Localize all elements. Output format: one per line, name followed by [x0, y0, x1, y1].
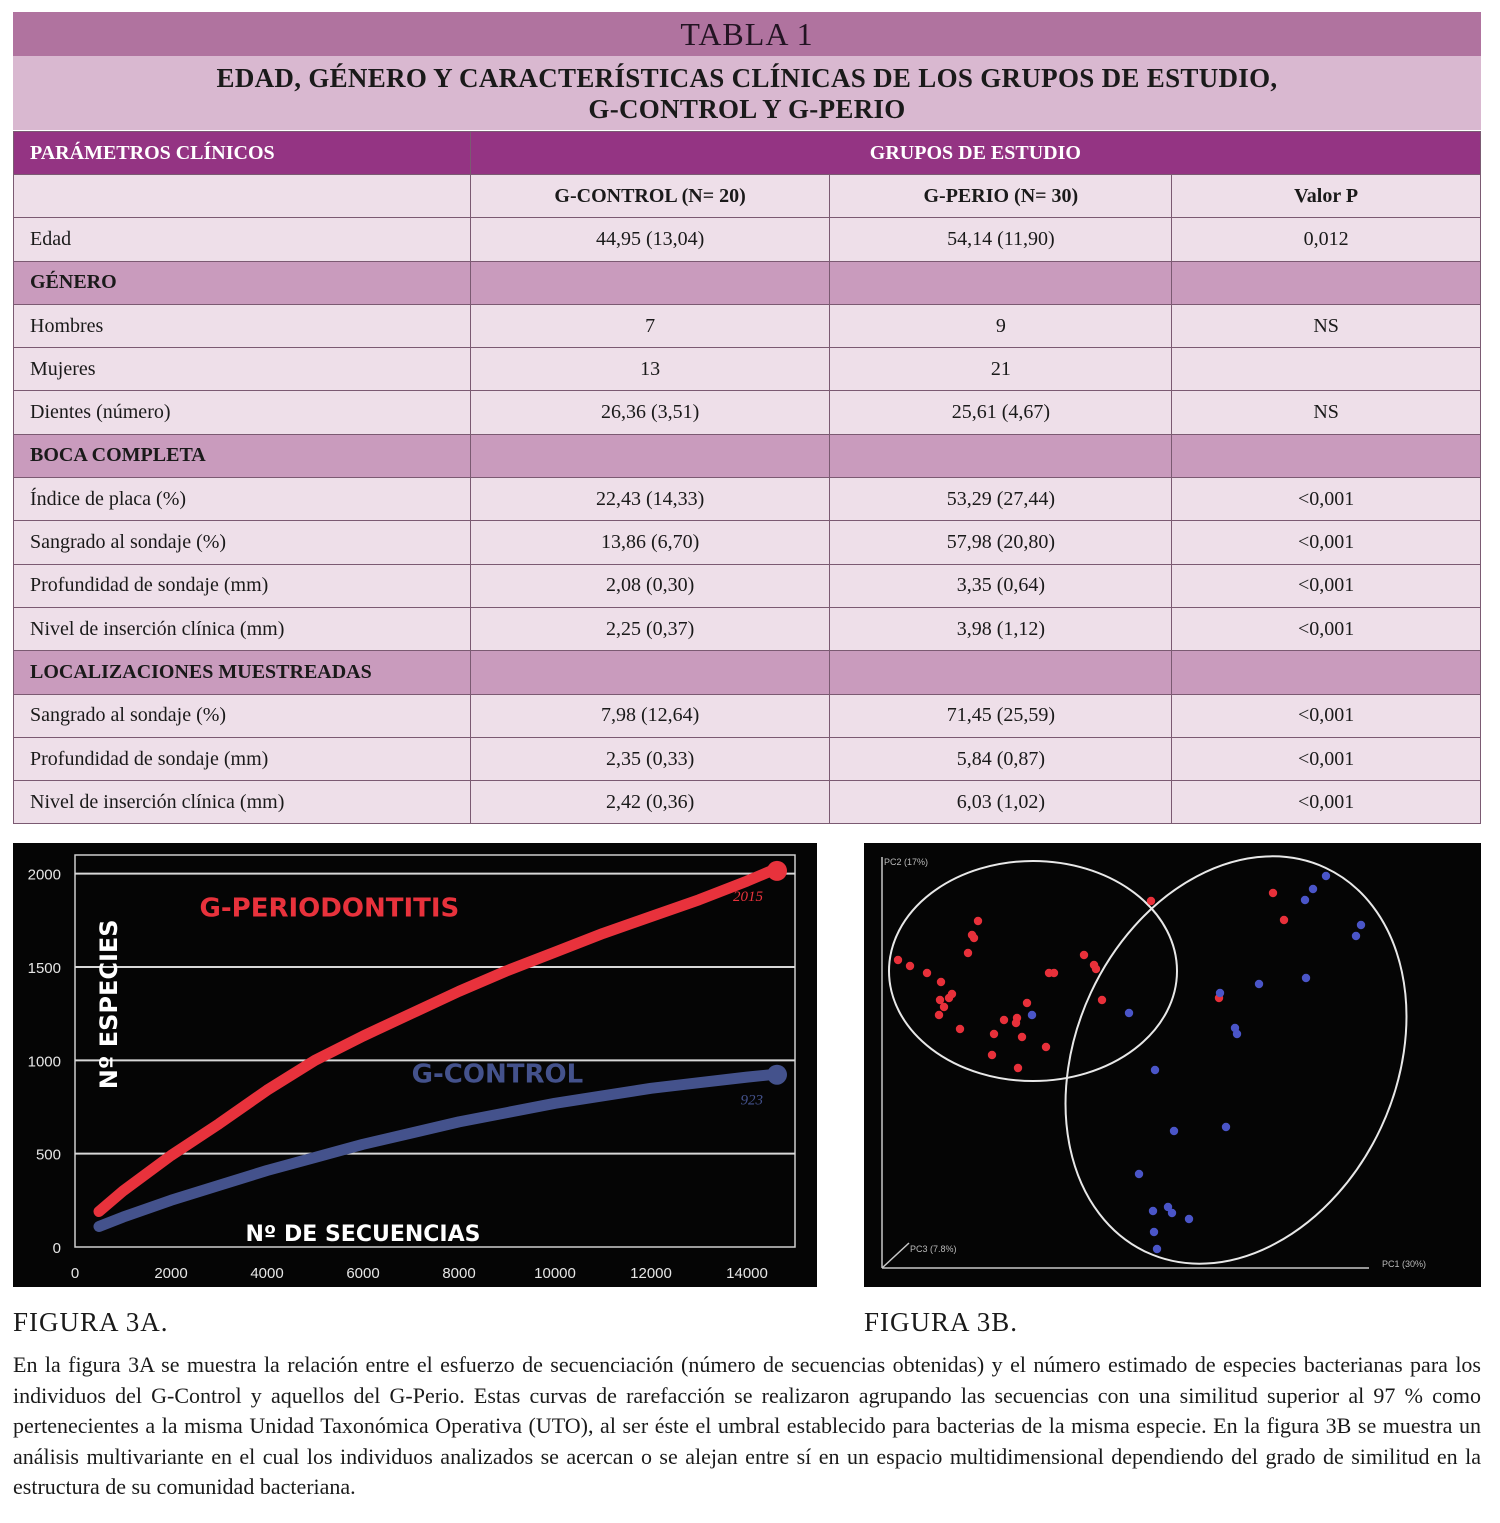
scatter-point	[1357, 921, 1365, 929]
x-tick-label: 12000	[630, 1265, 672, 1282]
scatter-point	[1151, 1066, 1159, 1074]
cluster-ellipse-control	[1001, 843, 1470, 1287]
y-tick-label: 500	[35, 1146, 61, 1164]
scatter-point	[1168, 1209, 1176, 1217]
cell-pvalue: <0,001	[1172, 478, 1481, 521]
row-label: Profundidad de sondaje (mm)	[14, 737, 471, 780]
x-tick-label: 2000	[154, 1265, 188, 1282]
scatter-point	[906, 962, 914, 970]
cell-control: 26,36 (3,51)	[470, 391, 830, 434]
x-tick-label: 10000	[534, 1265, 576, 1282]
scatter-point	[1092, 965, 1100, 973]
section-label: LOCALIZACIONES MUESTREADAS	[14, 651, 471, 694]
row-label: Hombres	[14, 304, 471, 347]
scatter-point	[1301, 896, 1309, 904]
scatter-point	[1322, 872, 1330, 880]
header-groups: GRUPOS DE ESTUDIO	[470, 132, 1480, 175]
figure-3b-chart	[864, 843, 1481, 1287]
cell-perio: 9	[830, 304, 1172, 347]
x-tick-label: 0	[70, 1265, 80, 1282]
rarefaction-chart-svg	[13, 843, 817, 1287]
scatter-point	[1170, 1127, 1178, 1135]
scatter-point	[923, 969, 931, 977]
table-subheader-row	[14, 175, 1481, 218]
section-empty-cell	[830, 261, 1172, 304]
scatter-point	[1125, 1009, 1133, 1017]
section-label: GÉNERO	[14, 261, 471, 304]
cell-control: 22,43 (14,33)	[470, 478, 830, 521]
figure-3a-chart	[13, 843, 817, 1287]
subheader-control: G-CONTROL (N= 20)	[470, 175, 830, 218]
row-label: Mujeres	[14, 348, 471, 391]
scatter-point	[1153, 1245, 1161, 1253]
cell-pvalue: <0,001	[1172, 564, 1481, 607]
scatter-point	[1147, 897, 1155, 905]
row-label: Edad	[14, 218, 471, 261]
y-tick-label: 2000	[27, 866, 61, 884]
figure-3b-caption: FIGURA 3B.	[864, 1307, 1019, 1337]
scatter-point	[1231, 1024, 1239, 1032]
data-label: 2015	[733, 888, 763, 905]
table-section-row	[14, 651, 1481, 694]
x-tick-label: 6000	[346, 1265, 380, 1282]
section-empty-cell	[830, 651, 1172, 694]
table-header-row	[14, 132, 1481, 175]
section-label: BOCA COMPLETA	[14, 434, 471, 477]
scatter-point	[935, 1011, 943, 1019]
section-empty-cell	[470, 434, 830, 477]
cell-perio: 3,35 (0,64)	[830, 564, 1172, 607]
cell-control: 13,86 (6,70)	[470, 521, 830, 564]
table-row	[14, 478, 1481, 521]
scatter-point	[1028, 1011, 1036, 1019]
scatter-point	[1018, 1033, 1026, 1041]
table-row	[14, 564, 1481, 607]
table-subtitle	[13, 56, 1481, 130]
row-label: Nivel de inserción clínica (mm)	[14, 607, 471, 650]
cell-perio: 6,03 (1,02)	[830, 781, 1172, 824]
scatter-point	[956, 1025, 964, 1033]
cell-perio: 71,45 (25,59)	[830, 694, 1172, 737]
pc1-axis-label: PC1 (30%)	[1382, 1259, 1427, 1269]
cell-perio: 5,84 (0,87)	[830, 737, 1172, 780]
scatter-point	[1023, 999, 1031, 1007]
section-empty-cell	[470, 261, 830, 304]
row-label: Profundidad de sondaje (mm)	[14, 564, 471, 607]
cell-pvalue: NS	[1172, 304, 1481, 347]
scatter-point	[1080, 951, 1088, 959]
scatter-point	[974, 917, 982, 925]
cell-pvalue: <0,001	[1172, 521, 1481, 564]
scatter-point	[1042, 1043, 1050, 1051]
x-axis-label: Nº DE SECUENCIAS	[245, 1222, 481, 1247]
table-row	[14, 694, 1481, 737]
table-row	[14, 348, 1481, 391]
y-tick-label: 1500	[27, 960, 61, 977]
series-endpoint	[767, 861, 787, 881]
x-tick-label: 8000	[442, 1265, 476, 1282]
table-section-row	[14, 434, 1481, 477]
header-params: PARÁMETROS CLÍNICOS	[14, 132, 471, 175]
cell-control: 2,25 (0,37)	[470, 607, 830, 650]
scatter-point	[1280, 916, 1288, 924]
y-axis-label: Nº ESPECIES	[95, 919, 123, 1090]
series-name-label: G-PERIODONTITIS	[199, 893, 460, 924]
cluster-ellipse-perio	[889, 861, 1177, 1081]
pc3-axis	[882, 1243, 909, 1268]
cell-pvalue: <0,001	[1172, 737, 1481, 780]
cell-pvalue: <0,001	[1172, 781, 1481, 824]
series-endpoint	[767, 1065, 787, 1085]
scatter-point	[970, 934, 978, 942]
subheader-empty	[14, 175, 471, 218]
table-row	[14, 521, 1481, 564]
table-row	[14, 391, 1481, 434]
scatter-point	[1150, 1228, 1158, 1236]
scatter-point	[1269, 889, 1277, 897]
figure-3a-caption: FIGURA 3A.	[13, 1307, 169, 1337]
cell-control: 13	[470, 348, 830, 391]
cell-perio: 3,98 (1,12)	[830, 607, 1172, 650]
scatter-point	[1309, 885, 1317, 893]
cell-control: 2,42 (0,36)	[470, 781, 830, 824]
scatter-point	[1302, 974, 1310, 982]
scatter-point	[937, 978, 945, 986]
series-line	[99, 1075, 771, 1227]
y-tick-label: 0	[52, 1240, 61, 1257]
subheader-perio: G-PERIO (N= 30)	[830, 175, 1172, 218]
cell-perio: 21	[830, 348, 1172, 391]
table-section-row	[14, 261, 1481, 304]
section-empty-cell	[1172, 651, 1481, 694]
table-row	[14, 218, 1481, 261]
pc2-axis-label: PC2 (17%)	[884, 857, 929, 867]
cell-pvalue: <0,001	[1172, 694, 1481, 737]
scatter-point	[1098, 996, 1106, 1004]
pca-chart-svg	[864, 843, 1481, 1287]
table-row	[14, 304, 1481, 347]
scatter-point	[1216, 989, 1224, 997]
table-row	[14, 781, 1481, 824]
table-row	[14, 607, 1481, 650]
scatter-point	[990, 1030, 998, 1038]
cell-pvalue: <0,001	[1172, 607, 1481, 650]
row-label: Dientes (número)	[14, 391, 471, 434]
row-label: Sangrado al sondaje (%)	[14, 694, 471, 737]
scatter-point	[1222, 1123, 1230, 1131]
cell-perio: 25,61 (4,67)	[830, 391, 1172, 434]
clinical-table	[13, 131, 1481, 824]
scatter-point	[1000, 1016, 1008, 1024]
table-title: TABLA 1	[13, 12, 1481, 56]
scatter-point	[1135, 1170, 1143, 1178]
y-tick-label: 1000	[27, 1053, 61, 1071]
row-label: Sangrado al sondaje (%)	[14, 521, 471, 564]
scatter-point	[1050, 969, 1058, 977]
section-empty-cell	[1172, 434, 1481, 477]
scatter-point	[1255, 980, 1263, 988]
scatter-point	[1352, 932, 1360, 940]
section-empty-cell	[830, 434, 1172, 477]
pc3-axis-label: PC3 (7.8%)	[910, 1244, 957, 1254]
cell-control: 2,35 (0,33)	[470, 737, 830, 780]
cell-perio: 57,98 (20,80)	[830, 521, 1172, 564]
figure-description: En la figura 3A se muestra la relación entre el esfuerzo de secuenciación (número de secuencias obtenidas) y el número estimado de especies bacterianas para los individuos del G-Control y aquellos del G-Perio. Estas curvas de rarefacción se realizaron agrupando las secuencias con una similitud superior al 97 % como pertenecientes a la misma Unidad Taxonómica Operativa (UTO), al ser éste el umbral establecido para bacterias de la misma especie. En la figura 3B se muestra un análisis multivariante en el cual los individuos analizados se acercan o se alejan entre sí en un espacio multidimensional dependiendo del grado de similitud en la estructura de su comunidad bacteriana.	[13, 1352, 1481, 1499]
section-empty-cell	[470, 651, 830, 694]
x-tick-label: 14000	[726, 1265, 768, 1282]
series-name-label: G-CONTROL	[411, 1059, 584, 1090]
cell-control: 7	[470, 304, 830, 347]
scatter-point	[1014, 1064, 1022, 1072]
cell-perio: 53,29 (27,44)	[830, 478, 1172, 521]
row-label: Índice de placa (%)	[14, 478, 471, 521]
scatter-point	[964, 949, 972, 957]
scatter-point	[988, 1051, 996, 1059]
scatter-point	[945, 994, 953, 1002]
cell-control: 7,98 (12,64)	[470, 694, 830, 737]
cell-control: 44,95 (13,04)	[470, 218, 830, 261]
data-label: 923	[740, 1092, 763, 1109]
scatter-point	[1185, 1215, 1193, 1223]
cell-control: 2,08 (0,30)	[470, 564, 830, 607]
table-subtitle-line1: EDAD, GÉNERO Y CARACTERÍSTICAS CLÍNICAS DE LOS GRUPOS DE ESTUDIO,	[216, 63, 1278, 93]
table-subtitle-line2: G-CONTROL Y G-PERIO	[588, 94, 906, 124]
subheader-pvalue: Valor P	[1172, 175, 1481, 218]
table-row	[14, 737, 1481, 780]
cell-pvalue	[1172, 348, 1481, 391]
scatter-point	[1012, 1019, 1020, 1027]
cell-perio: 54,14 (11,90)	[830, 218, 1172, 261]
row-label: Nivel de inserción clínica (mm)	[14, 781, 471, 824]
x-tick-label: 4000	[250, 1265, 284, 1282]
cell-pvalue: NS	[1172, 391, 1481, 434]
scatter-point	[1149, 1207, 1157, 1215]
scatter-point	[940, 1003, 948, 1011]
cell-pvalue: 0,012	[1172, 218, 1481, 261]
section-empty-cell	[1172, 261, 1481, 304]
scatter-point	[894, 956, 902, 964]
